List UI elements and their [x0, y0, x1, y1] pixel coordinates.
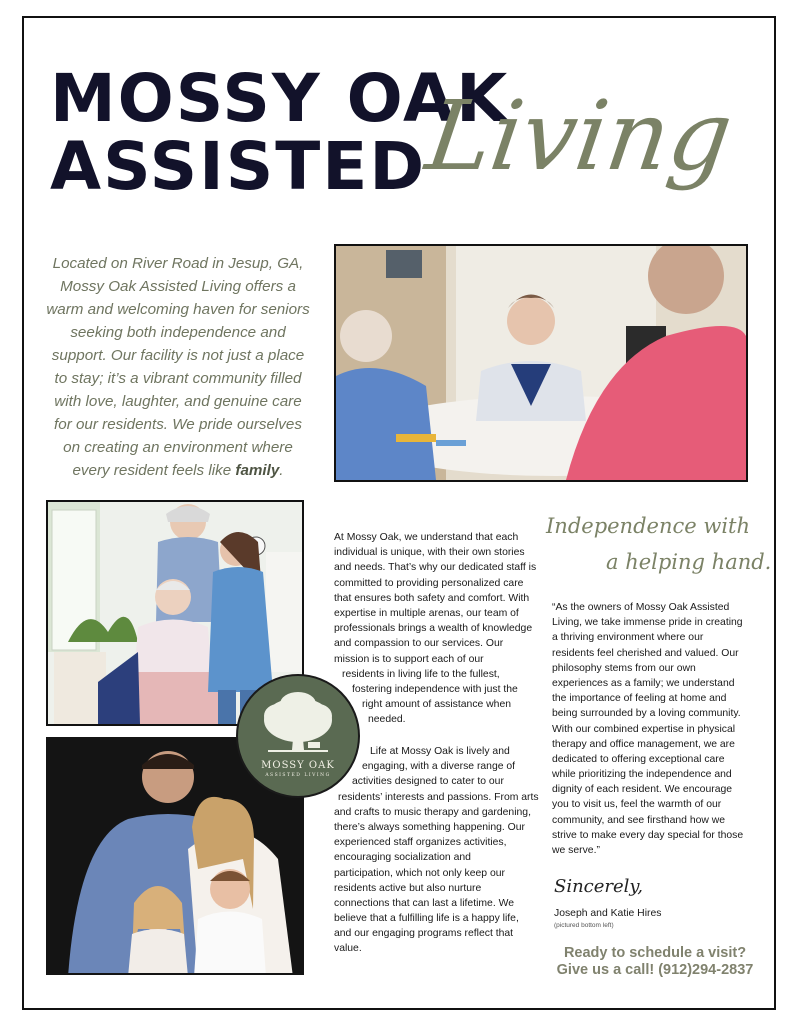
quote-line: With our combined expertise in physical: [552, 723, 736, 735]
body-line: fostering independence with just the: [352, 683, 518, 695]
title-line-2: ASSISTED: [50, 128, 427, 205]
quote-line: Living, we take immense pride in creating: [552, 617, 743, 629]
title-line-1: MOSSY OAK: [50, 60, 510, 137]
cta-schedule-visit: Ready to schedule a visit?: [563, 945, 747, 961]
quote-line: “As the owners of Mossy Oak Assisted: [552, 602, 730, 613]
body-line: residents active but also nurture: [334, 882, 482, 894]
body-line: needed.: [368, 714, 406, 726]
intro-paragraph: [44, 252, 312, 482]
body-line: value.: [334, 943, 362, 955]
quote-line: experiences as a family; we understand: [552, 677, 735, 689]
quote-line: while prioritizing the independence and: [552, 769, 732, 781]
body-line: there’s always something happening. Our: [334, 821, 525, 833]
body-line: professionals brings a wealth of knowledge: [334, 623, 533, 635]
body-line: connections that can last a lifetime. We: [334, 897, 515, 909]
quote-line: philosophy stems from our own: [552, 662, 696, 674]
quote-line: strive to make every day special for those: [552, 829, 744, 841]
body-line: Life at Mossy Oak is lively and: [370, 746, 510, 757]
quote-line: dignity of each resident. We encourage: [552, 784, 733, 796]
intro-text: Located on River Road in Jesup, GA, Mossy Oak Assisted Living offers a warm and welcoming haven for seniors seeking both independence and support. Our facility is not just a place to stay; it’s a vibrant community filled with love, laughter, and genuine care for our residents. We pride ourselves on creating an environment where every resident feels like: [46, 255, 310, 479]
quote-line: being surrounded by a loving community.: [552, 708, 741, 720]
body-line: and our engaging programs reflect that: [334, 928, 514, 940]
quote-line: you to visit us, feel the warmth of our: [552, 799, 722, 811]
intro-emphasis: family: [235, 462, 280, 479]
title-script-word: Living: [420, 80, 739, 192]
body-line: committed to providing personalized care: [334, 577, 524, 589]
body-line: expertise in multiple arenas, our team of: [334, 607, 519, 619]
quote-line: residents feel cherished and valued. Our: [552, 647, 739, 659]
body-line: and compassion to our services. Our: [334, 638, 504, 650]
body-paragraph-1: [334, 530, 536, 727]
body-line: engaging, with a diverse range of: [362, 761, 516, 773]
signers-names: Joseph and Katie Hires: [554, 908, 662, 919]
body-line: participation, which not only keep our: [334, 867, 505, 879]
body-line: activities designed to cater to our: [352, 776, 504, 788]
quote-line: dedicated to offering exceptional care: [552, 753, 725, 765]
body-line: and needs. That’s why our dedicated staff is: [334, 562, 537, 574]
tagline-line-1: Independence with: [546, 514, 751, 538]
owners-quote: [552, 600, 743, 858]
quote-line: community, and see firsthand how we: [552, 814, 726, 826]
body-line: mission is to support each of our: [334, 653, 484, 665]
body-line: believe that a fulfilling life is a happy life,: [334, 913, 519, 925]
logo-name: MOSSY OAK: [261, 760, 335, 771]
photo-residents-at-table: [334, 244, 748, 482]
body-line: and crafts to music therapy and gardening,: [334, 806, 531, 818]
body-line: residents in living life to the fullest,: [342, 668, 500, 680]
body-paragraph-2: [334, 744, 539, 957]
body-line: individual is unique, with their own stories: [334, 547, 525, 559]
cta-phone-number[interactable]: Give us a call! (912)294-2837: [556, 962, 754, 978]
signers-note: (pictured bottom left): [554, 922, 614, 929]
signature-closing: Sincerely,: [554, 876, 643, 897]
tagline-line-2: a helping hand.: [606, 550, 772, 574]
intro-end: .: [279, 462, 284, 479]
logo-subtitle: ASSISTED LIVING: [265, 773, 331, 778]
quote-line: the importance of feeling at home and: [552, 693, 727, 705]
quote-line: we serve.”: [552, 845, 600, 856]
body-line: residents’ interests and passions. From arts: [338, 791, 539, 803]
body-line: right amount of assistance when: [362, 699, 512, 711]
quote-line: a thriving environment where our: [552, 632, 704, 644]
body-line: experienced staff organizes activities,: [334, 837, 507, 849]
body-line: encouraging socialization and: [334, 852, 471, 864]
body-line: At Mossy Oak, we understand that each: [334, 532, 519, 543]
body-line: that ensures both safety and comfort. With: [334, 592, 530, 604]
quote-line: therapy and office management, we are: [552, 738, 735, 750]
